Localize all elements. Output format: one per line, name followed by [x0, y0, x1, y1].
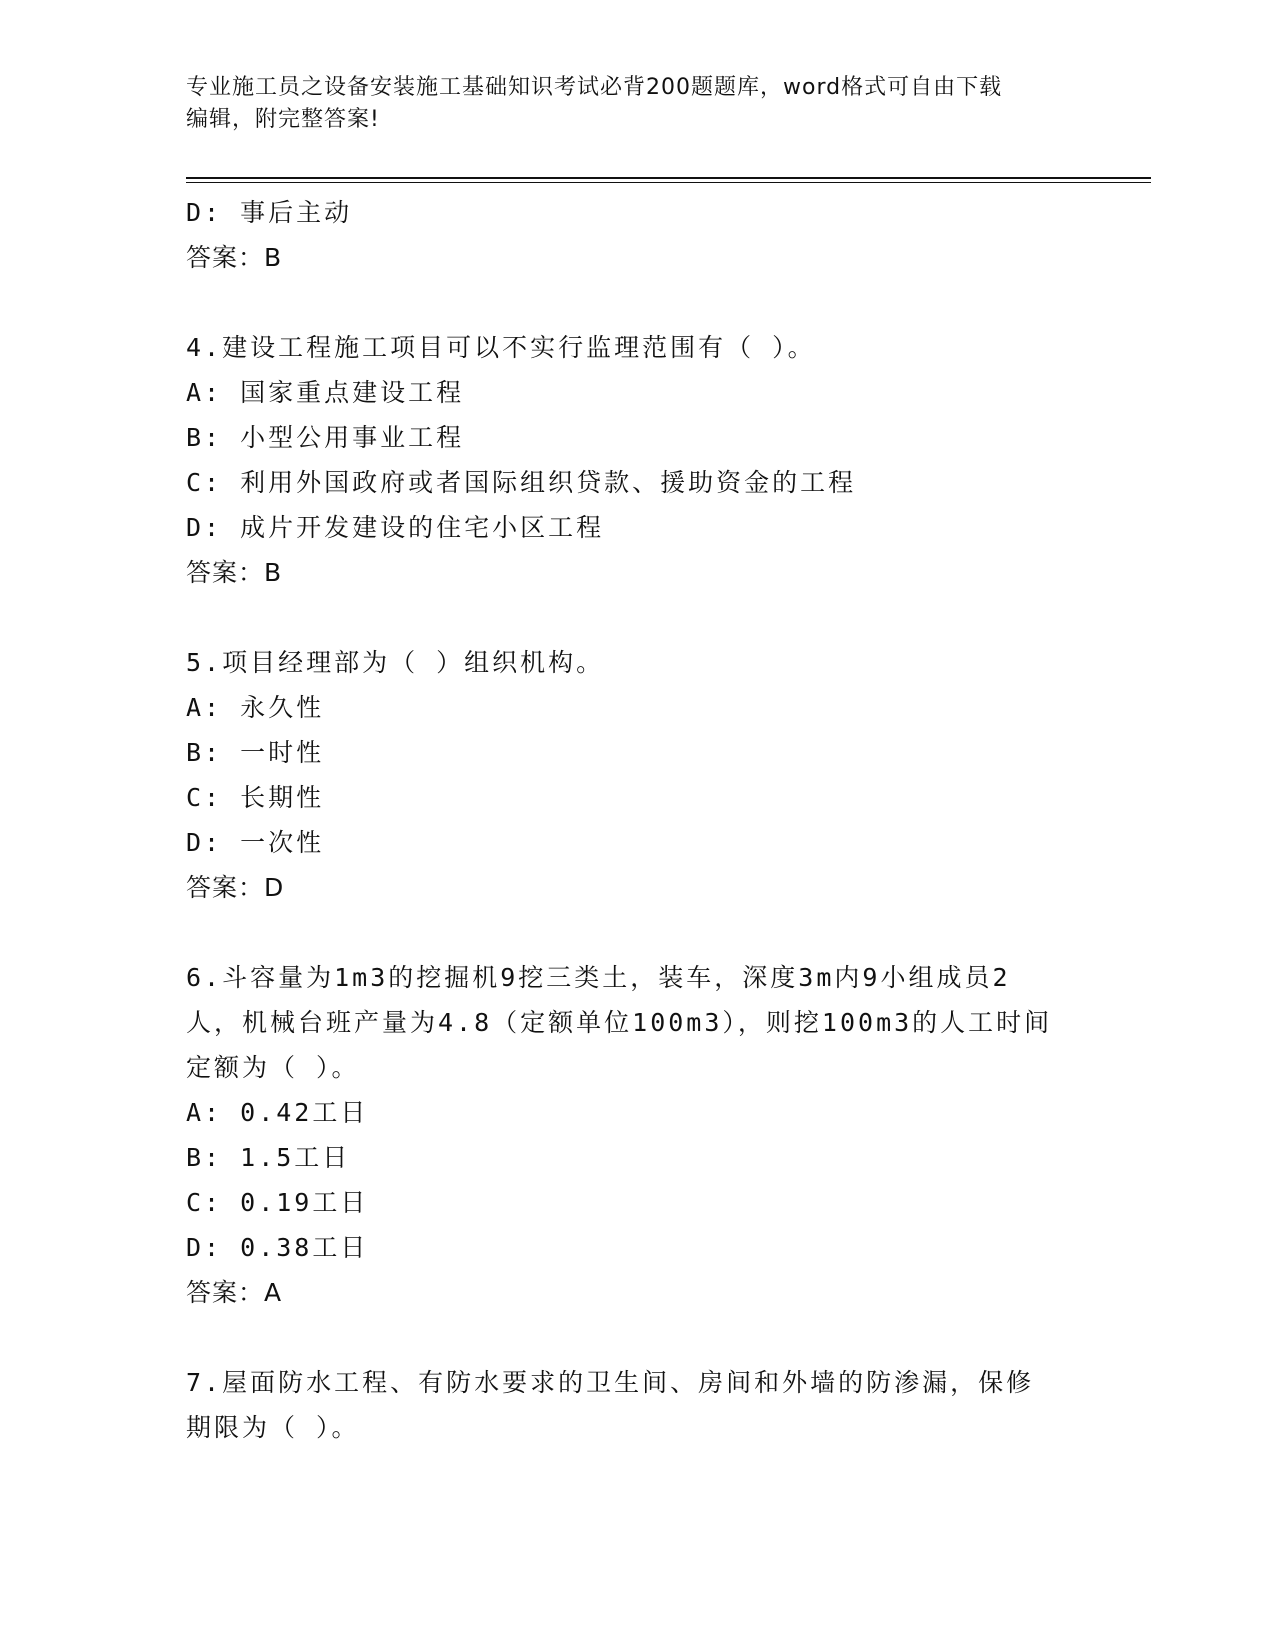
option-d: D: 0.38工日 — [186, 1233, 369, 1262]
option-d: D: 事后主动 — [186, 198, 353, 227]
option-b: B: 一时性 — [186, 738, 325, 767]
option-b: B: 小型公用事业工程 — [186, 423, 465, 452]
header-title-line-2: 编辑，附完整答案! — [186, 107, 380, 132]
option-c: C: 利用外国政府或者国际组织贷款、援助资金的工程 — [186, 468, 857, 497]
answer: 答案：B — [186, 558, 283, 587]
header-rule-thin — [186, 182, 1151, 183]
document-header — [186, 72, 1066, 136]
option-a: A: 国家重点建设工程 — [186, 378, 465, 407]
question-text: 4.建设工程施工项目可以不实行监理范围有（ ）。 — [186, 333, 816, 362]
question-4 — [186, 325, 1086, 595]
question-3-tail — [186, 190, 1086, 280]
answer: 答案：B — [186, 243, 283, 272]
option-d: D: 成片开发建设的住宅小区工程 — [186, 513, 605, 542]
option-a: A: 0.42工日 — [186, 1098, 369, 1127]
header-rule-thick — [186, 177, 1151, 179]
question-6 — [186, 955, 1086, 1315]
spacer — [186, 1315, 1086, 1360]
spacer — [186, 280, 1086, 325]
question-text-line-3: 定额为（ ）。 — [186, 1053, 360, 1082]
question-text-line-1: 7.屋面防水工程、有防水要求的卫生间、房间和外墙的防渗漏，保修 — [186, 1368, 1035, 1397]
question-text: 5.项目经理部为（ ）组织机构。 — [186, 648, 605, 677]
option-a: A: 永久性 — [186, 693, 325, 722]
question-5 — [186, 640, 1086, 910]
answer: 答案：D — [186, 873, 285, 902]
spacer — [186, 910, 1086, 955]
question-text-line-2: 人，机械台班产量为4.8（定额单位100m3），则挖100m3的人工时间 — [186, 1008, 1053, 1037]
question-text-line-1: 6.斗容量为1m3的挖掘机9挖三类土，装车，深度3m内9小组成员2 — [186, 963, 1011, 992]
option-b: B: 1.5工日 — [186, 1143, 351, 1172]
answer: 答案：A — [186, 1278, 283, 1307]
question-7 — [186, 1360, 1086, 1450]
header-title-line-1: 专业施工员之设备安装施工基础知识考试必背200题题库，word格式可自由下载 — [186, 75, 1003, 100]
option-c: C: 长期性 — [186, 783, 325, 812]
option-d: D: 一次性 — [186, 828, 325, 857]
spacer — [186, 595, 1086, 640]
option-c: C: 0.19工日 — [186, 1188, 369, 1217]
question-text-line-2: 期限为（ ）。 — [186, 1413, 360, 1442]
question-list — [186, 190, 1086, 1450]
